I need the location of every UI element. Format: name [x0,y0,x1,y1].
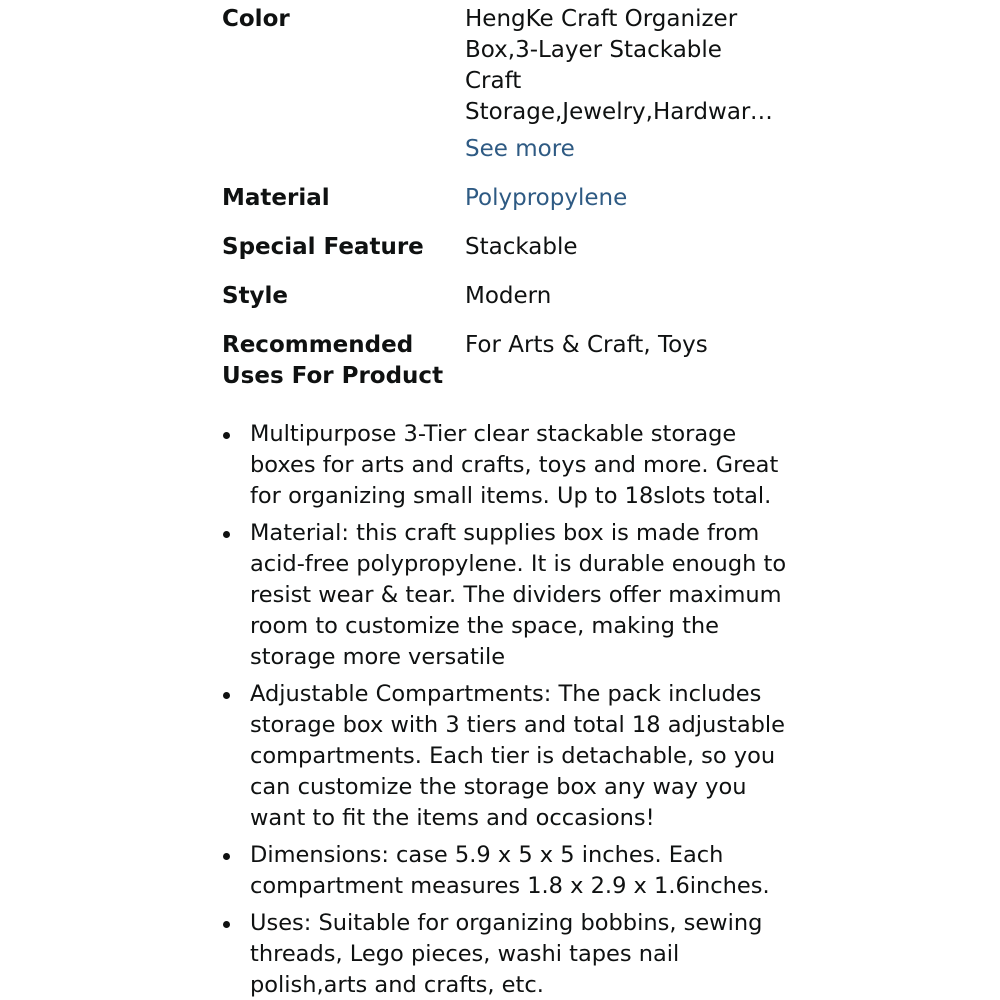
bullet-text: Dimensions: case 5.9 x 5 x 5 inches. Each compartment measures 1.8 x 2.9 x 1.6inches. [250,842,770,899]
spec-value-color: HengKe Craft Organizer Box,3-Layer Stackable Craft Storage,Jewelry,Hardware [465,6,765,125]
spec-row-style [222,281,822,312]
bullet-text: Multipurpose 3-Tier clear stackable storage boxes for arts and crafts, toys and more. Great for organizing small items. Up to 18slots total. [250,421,779,509]
bullet-item [220,908,790,1000]
spec-label-recommended-uses: Recommended Uses For Product [222,332,444,389]
spec-value-special-feature: Stackable [465,234,578,260]
bullet-text: Adjustable Compartments: The pack includes storage box with 3 tiers and total 18 adjustable compartments. Each tier is detachable, so you can customize the storage box any way you want to fit the items and occasions! [250,681,786,831]
product-specs-table [222,4,822,410]
spec-value-color-container [465,4,822,165]
spec-label-material: Material [222,185,330,211]
spec-value-material-link[interactable]: Polypropylene [465,185,628,211]
bullet-item [220,419,790,512]
spec-value-recommended-uses: For Arts & Craft, Toys [465,332,708,358]
bullet-dot-icon [223,921,230,928]
bullet-dot-icon [223,432,230,439]
bullet-dot-icon [223,692,230,699]
bullet-dot-icon [223,531,230,538]
spec-label-special-feature: Special Feature [222,234,424,260]
about-item-bullets [220,419,790,1000]
spec-label-style: Style [222,283,289,309]
spec-label-color: Color [222,6,290,32]
spec-value-style: Modern [465,283,552,309]
spec-row-special-feature [222,232,822,263]
bullet-item [220,518,790,673]
bullet-text: Material: this craft supplies box is made from acid-free polypropylene. It is durable enough to resist wear & tear. The dividers offer maximum room to customize the space, making the storage more versatile [250,520,787,670]
bullet-dot-icon [223,853,230,860]
bullet-item [220,679,790,834]
bullet-text: Uses: Suitable for organizing bobbins, sewing threads, Lego pieces, washi tapes nail polish,arts and crafts, etc. [250,910,763,998]
see-more-link[interactable]: See more [465,136,575,162]
spec-row-recommended-uses [222,330,822,392]
bullet-item [220,840,790,902]
spec-row-material [222,183,822,214]
spec-row-color [222,4,822,165]
